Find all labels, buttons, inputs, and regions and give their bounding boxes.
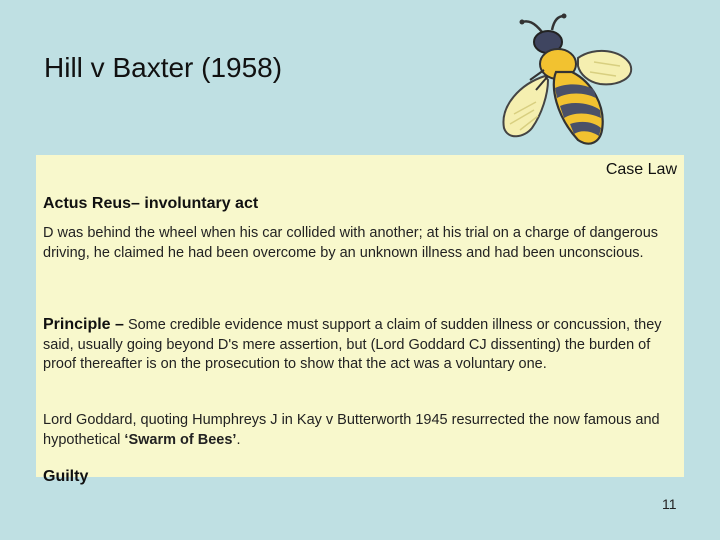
principle-paragraph	[43, 315, 679, 375]
goddard-text-end: .	[236, 431, 241, 448]
verdict-label: Guilty	[43, 468, 89, 485]
goddard-paragraph	[43, 411, 679, 450]
swarm-of-bees-emphasis: ‘Swarm of Bees’	[124, 431, 237, 448]
content-panel	[36, 155, 684, 477]
goddard-text: Lord Goddard, quoting Humphreys J in Kay v Butterworth 1945 resurrected the now famous and hypothetical	[43, 412, 660, 448]
section-heading: Actus Reus– involuntary act	[43, 195, 259, 212]
slide-title: Hill v Baxter (1958)	[44, 52, 283, 83]
principle-label: Principle –	[43, 316, 124, 333]
bee-icon	[490, 6, 640, 154]
page-number: 11	[662, 496, 677, 512]
bee-wing-right	[578, 51, 631, 84]
principle-text: Some credible evidence must support a claim of sudden illness or concussion, they said, usually going beyond D's mere assertion, but (Lord Goddard CJ dissenting) the burden of proof thereafter is on the prosecution to show that the act was a voluntary one.	[43, 317, 662, 372]
category-label: Case Law	[605, 161, 677, 178]
case-facts-paragraph: D was behind the wheel when his car collided with another; at his trial on a charge of dangerous driving, he claimed he had been overcome by an unknown illness and had been unconscious.	[43, 225, 659, 261]
